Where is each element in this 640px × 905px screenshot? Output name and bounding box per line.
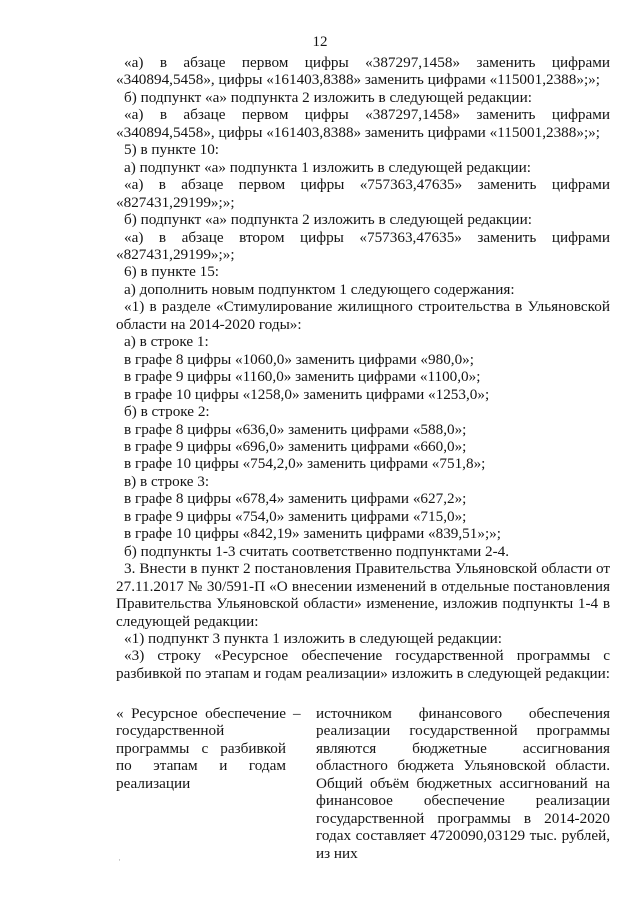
paragraph: «1) в разделе «Стимулирование жилищного строительства в Ульяновской области на 2014-2020 годы»: (116, 298, 610, 333)
paragraph: в графе 8 цифры «1060,0» заменить цифрами «980,0»; (124, 350, 474, 368)
paragraph: в графе 9 цифры «1160,0» заменить цифрами «1100,0»; (124, 368, 481, 386)
paragraph: а) дополнить новым подпунктом 1 следующего содержания: (124, 280, 515, 298)
document-body (116, 54, 610, 682)
paragraph: 6) в пункте 15: (124, 263, 220, 281)
paragraph: б) подпункт «а» подпункта 2 изложить в следующей редакции: (124, 211, 532, 229)
table-dash: – (293, 705, 301, 722)
paragraph: «а) в абзаце первом цифры «757363,47635» заменить цифрами «827431,29199»;»; (116, 176, 610, 211)
paragraph: в) в строке 3: (124, 472, 210, 490)
paragraph: в графе 10 цифры «754,2,0» заменить цифрами «751,8»; (124, 455, 486, 473)
paragraph: «1) подпункт 3 пункта 1 изложить в следующей редакции: (124, 629, 503, 647)
table-row-label: « Ресурсное обеспечение государственной программы с разбивкой по этапам и годам реализации (116, 705, 286, 792)
paragraph: а) в строке 1: (124, 333, 209, 351)
paragraph: 3. Внести в пункт 2 постановления Правительства Ульяновской области от 27.11.2017 № 30/591-П «О внесении изменений в отдельные постановления Правительства Ульяновской области» изменение, изложив подпункты 1-4 в следующей редакции: (116, 560, 610, 630)
paragraph: в графе 8 цифры «636,0» заменить цифрами «588,0»; (124, 420, 467, 438)
paragraph: б) подпункты 1-3 считать соответственно подпунктами 2-4. (124, 542, 510, 560)
paragraph: «а) в абзаце первом цифры «387297,1458» заменить цифрами «340894,5458», цифры «161403,8388» заменить цифрами «115001,2388»;»; (116, 106, 610, 141)
paragraph: в графе 10 цифры «1258,0» заменить цифрами «1253,0»; (124, 385, 490, 403)
paragraph: а) подпункт «а» подпункта 1 изложить в следующей редакции: (124, 158, 531, 176)
paragraph: в графе 8 цифры «678,4» заменить цифрами «627,2»; (124, 490, 467, 508)
paragraph: б) подпункт «а» подпункта 2 изложить в следующей редакции: (124, 88, 532, 106)
paragraph: б) в строке 2: (124, 403, 210, 421)
paragraph: «3) строку «Ресурсное обеспечение государственной программы с разбивкой по этапам и годам реализации» изложить в следующей редакции: (116, 647, 610, 682)
paragraph: «а) в абзаце втором цифры «757363,47635» заменить цифрами «827431,29199»;»; (116, 228, 610, 263)
page-number: 12 (312, 34, 328, 50)
margin-mark: · (118, 855, 121, 865)
table-row-value: источником финансового обеспечения реализации государственной программы являются бюджетные ассигнования областного бюджета Ульяновской области. Общий объём бюджетных ассигнований на финансовое обеспечение реализации государственной программы в 2014-2020 годах составляет 4720090,03129 тыс. рублей, из них (316, 705, 610, 862)
paragraph: в графе 9 цифры «754,0» заменить цифрами «715,0»; (124, 507, 467, 525)
paragraph: в графе 9 цифры «696,0» заменить цифрами «660,0»; (124, 437, 467, 455)
paragraph: «а) в абзаце первом цифры «387297,1458» заменить цифрами «340894,5458», цифры «161403,8388» заменить цифрами «115001,2388»;»; (116, 54, 610, 89)
paragraph: в графе 10 цифры «842,19» заменить цифрами «839,51»;»; (124, 525, 501, 543)
paragraph: 5) в пункте 10: (124, 141, 220, 159)
